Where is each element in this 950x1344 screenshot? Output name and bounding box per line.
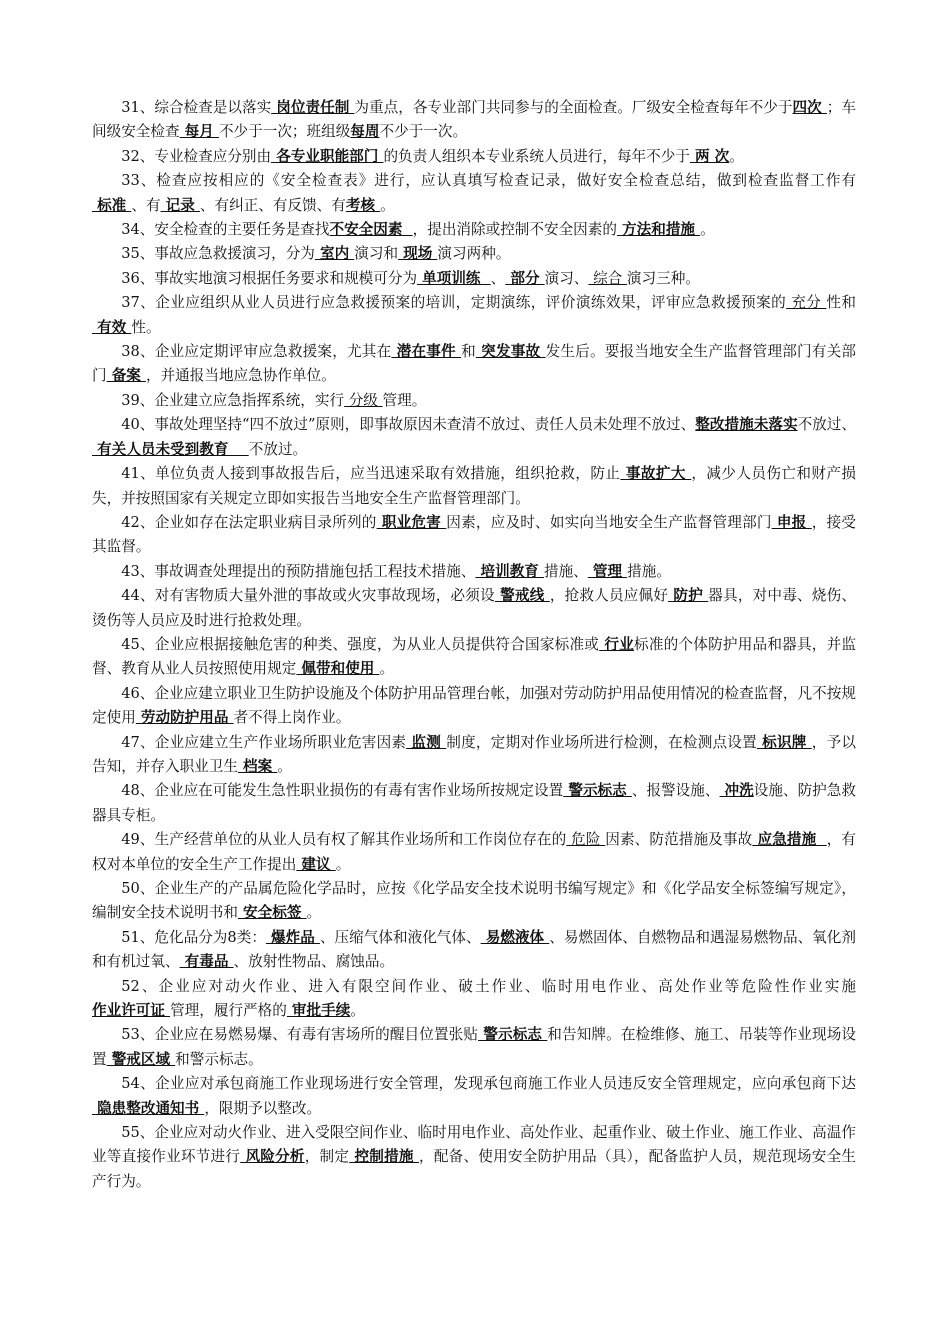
question-text: 者不得上岗作业。: [233, 709, 351, 727]
question-item: [92, 1121, 856, 1194]
question-item: [92, 218, 856, 242]
question-item: [92, 1072, 856, 1121]
answer-blank: 警戒区域: [106, 1050, 176, 1068]
question-text: ，有权对本单位的安全生产工作提出: [92, 831, 857, 873]
answer-blank: 有关人员未受到教育: [92, 440, 249, 458]
question-text: 50、企业生产的产品属危险化学品时，应按《化学品安全技术说明书编写规定》和《化学品安全标签编写规定》，编制安全技术说明书和: [92, 880, 856, 922]
answer-blank: 爆炸品: [265, 928, 320, 946]
question-text: 的负责人组织本专业系统人员进行，每年不少于: [383, 147, 690, 165]
question-item: [92, 145, 856, 169]
question-text: 制度，定期对作业场所进行检测，在检测点设置: [446, 733, 757, 751]
answer-blank: 突发事故: [475, 343, 546, 361]
answer-blank: 控制措施: [349, 1148, 420, 1166]
answer-blank: 充分: [786, 294, 827, 312]
question-text: 和警示标志。: [175, 1050, 263, 1068]
question-item: [92, 389, 856, 413]
answer-blank: 每周: [350, 123, 380, 141]
question-item: [92, 877, 856, 926]
question-text: ，限期予以整改。: [204, 1099, 322, 1117]
question-text: 标准的个体防护用品和器具，并监督、教育从业人员按照使用规定: [92, 635, 856, 678]
answer-blank: 档案: [237, 757, 278, 775]
question-text: 48、企业应在可能发生急性职业损伤的有毒有害作业场所按规定设置: [121, 782, 564, 800]
question-item: [92, 1023, 856, 1072]
question-item: [92, 828, 856, 877]
question-text: ，制定: [304, 1148, 350, 1166]
question-item: [92, 975, 856, 1024]
question-text: 措施、: [543, 562, 588, 580]
answer-blank: 有毒品: [179, 953, 234, 971]
answer-blank: 部分: [505, 269, 545, 287]
question-text: 。: [350, 1002, 365, 1020]
question-item: [92, 731, 856, 780]
answer-blank: 现场: [398, 245, 438, 263]
question-text: ，抢救人员应佩好: [549, 587, 669, 605]
answer-blank: 易燃液体: [480, 928, 550, 946]
answer-blank: 标识牌: [756, 733, 812, 751]
answer-blank: 备案: [106, 367, 146, 385]
answer-blank: 申报: [771, 513, 812, 531]
question-text: 49、生产经营单位的从业人员有权了解其作业场所和工作岗位存在的: [121, 831, 567, 849]
question-text: 性和: [826, 294, 856, 312]
question-item: [92, 560, 856, 584]
question-text: 演习三种。: [626, 269, 700, 287]
question-text: 54、企业应对承包商施工作业现场进行安全管理，发现承包商施工作业人员违反安全管理规定，应向承包商下达: [121, 1075, 856, 1093]
question-text: 37、企业应组织从业人员进行应急救援预案的培训，定期演练，评价演练效果，评审应急救援预案的: [121, 294, 787, 312]
answer-blank: 应急措施: [752, 831, 827, 849]
answer-blank: 两 次: [689, 147, 730, 165]
answer-blank: 分级: [344, 391, 383, 409]
question-text: 和: [461, 343, 476, 361]
answer-blank: 室内: [314, 245, 355, 263]
question-text: 51、危化品分为8类：: [121, 928, 266, 946]
question-text: 53、企业应在易燃易爆、有毒有害场所的醒目位置张贴: [121, 1026, 479, 1044]
answer-blank: 安全标签: [237, 904, 307, 922]
answer-blank: 管理: [587, 562, 628, 580]
question-text: 不少于一次。: [379, 123, 468, 141]
question-text: 管理。: [382, 391, 427, 409]
question-text: 、有纠正、有反馈、有: [199, 196, 346, 214]
question-item: [92, 682, 856, 731]
question-text: 52、企业应对动火作业、进入有限空间作业、破土作业、临时用电作业、高处作业等危险性作业实施: [121, 977, 856, 995]
question-item: [92, 169, 856, 218]
answer-blank: 有效: [92, 318, 132, 336]
answer-blank: 四次: [792, 99, 827, 116]
question-text: 。: [379, 660, 395, 678]
question-text: 演习、: [544, 269, 589, 287]
question-item: [92, 291, 856, 340]
question-text: 、报警设施、: [631, 782, 720, 800]
answer-blank: 考核: [345, 196, 381, 214]
answer-blank: 建议: [296, 855, 336, 873]
answer-blank: 事故扩大: [620, 465, 692, 483]
answer-blank: 危险: [566, 831, 606, 849]
answer-blank: 警示标志: [563, 782, 632, 800]
question-text: 44、对有害物质大量外泄的事故或火灾事故现场，必须设: [121, 587, 495, 605]
question-text: 为重点，各专业部门共同参与的全面检查。厂级安全检查每年不少于: [354, 99, 793, 116]
question-text: 发生后。要报当地安全生产监督管理部门有关部门: [92, 343, 856, 385]
answer-blank: 警戒线: [494, 587, 550, 605]
question-text: 管理，履行严格的: [170, 1002, 287, 1020]
question-text: 。: [380, 196, 395, 214]
question-text: 不放过、: [797, 416, 856, 434]
question-text: 47、企业应建立生产作业场所职业危害因素: [121, 733, 407, 751]
question-item: [92, 926, 856, 975]
question-item: [92, 511, 856, 560]
question-text: 39、企业建立应急指挥系统，实行: [121, 391, 345, 409]
answer-blank: 岗位责任制: [271, 99, 355, 116]
question-item: [92, 584, 856, 633]
question-text: ；车间级安全检查: [92, 99, 856, 141]
answer-blank: 隐患整改通知书: [92, 1099, 205, 1117]
answer-blank: 风险分析: [240, 1148, 305, 1166]
question-text: 因素，应及时、如实向当地安全生产监督管理部门: [446, 513, 772, 531]
question-text: 。: [306, 904, 322, 922]
answer-blank: 劳动防护用品: [135, 709, 234, 727]
answer-blank: 标准: [92, 196, 132, 214]
question-text: 33、检查应按相应的《安全检查表》进行，应认真填写检查记录，做好安全检查总结，做到检查监督工作有: [121, 172, 856, 190]
answer-blank: 审批手续: [286, 1002, 351, 1020]
answer-blank: 潜在事件: [391, 343, 462, 361]
answer-blank: 培训教育: [475, 562, 544, 580]
question-text: 46、企业应建立职业卫生防护设施及个体防护用品管理台帐，加强对劳动防护用品使用情况的检查监督，凡不按规定使用: [92, 684, 856, 727]
answer-blank: 记录: [160, 196, 200, 214]
question-text: ，减少人员伤亡和财产损失，并按照国家有关规定立即如实报告当地安全生产监督管理部门。: [92, 465, 856, 507]
answer-blank: 职业危害: [376, 513, 447, 531]
question-text: 演习两种。: [437, 245, 511, 263]
question-item: [92, 633, 856, 682]
answer-blank: 佩带和使用: [296, 660, 380, 678]
answer-blank: 方法和措施: [616, 221, 701, 239]
question-text: 、放射性物品、腐蚀品。: [233, 953, 395, 971]
question-text: 。: [729, 147, 744, 165]
question-text: 、压缩气体和液化气体、: [319, 928, 481, 946]
question-text: 器具，对中毒、烧伤、烫伤等人员应及时进行抢救处理。: [92, 587, 856, 629]
question-text: 43、事故调查处理提出的预防措施包括工程技术措施、: [121, 562, 476, 580]
question-item: [92, 242, 856, 266]
question-text: 。: [335, 855, 351, 873]
question-text: 41、单位负责人接到事故报告后，应当迅速采取有效措施，组织抢救，防止: [121, 465, 621, 483]
question-text: ，接受其监督。: [92, 513, 856, 556]
document-body: [92, 96, 856, 1194]
question-text: 42、企业如存在法定职业病目录所列的: [121, 513, 377, 531]
question-text: 、易燃固体、自燃物品和遇湿易燃物品、氧化剂和有机过氧、: [92, 928, 856, 971]
question-text: 32、专业检查应分别由: [121, 147, 272, 165]
question-text: 因素、防范措施及事故: [605, 831, 753, 849]
answer-blank: 每月: [179, 123, 219, 141]
question-text: 性。: [131, 318, 161, 336]
question-text: 和告知牌。在检维修、施工、吊装等作业现场设置: [92, 1026, 856, 1068]
question-text: 措施。: [627, 562, 671, 580]
question-item: [92, 267, 856, 291]
question-text: 34、安全检查的主要任务是查找: [121, 221, 330, 239]
question-text: 。: [277, 757, 292, 775]
answer-blank: 综合: [588, 269, 627, 287]
question-item: [92, 413, 856, 462]
question-text: 45、企业应根据接触危害的种类、强度，为从业人员提供符合国家标准或: [121, 635, 600, 653]
question-text: 38、企业应定期评审应急救援案，尤其在: [121, 343, 392, 361]
question-text: ，提出消除或控制不安全因素的: [412, 221, 617, 239]
question-text: 不放过。: [248, 440, 308, 458]
answer-blank: 行业: [599, 635, 635, 653]
question-item: [92, 340, 856, 389]
answer-blank: 警示标志: [478, 1026, 548, 1044]
answer-blank: 防护: [668, 587, 709, 605]
question-text: 35、事故应急救援演习，分为: [121, 245, 315, 263]
question-item: [92, 96, 856, 145]
question-text: ，配备、使用安全防护用品（具），配备监护人员，规范现场安全生产行为。: [92, 1148, 856, 1190]
question-text: 。: [700, 221, 715, 239]
answer-blank: 作业许可证: [92, 1002, 171, 1020]
question-text: 演习和: [354, 245, 399, 263]
question-text: 31、综合检查是以落实: [121, 99, 272, 116]
question-item: [92, 779, 856, 828]
answer-blank: 不安全因素: [329, 221, 413, 239]
answer-blank: 整改措施未落实: [695, 416, 798, 434]
question-text: 40、事故处理坚持“四不放过”原则，即事故原因未查清不放过、责任人员未处理不放过、: [121, 416, 696, 434]
question-text: ，予以告知，并存入职业卫生: [92, 733, 856, 775]
answer-blank: 冲洗: [719, 782, 754, 800]
answer-blank: 单项训练: [417, 269, 491, 287]
answer-blank: 各专业职能部门: [271, 147, 384, 165]
question-text: 、有: [131, 196, 161, 214]
question-text: 设施、防护急救器具专柜。: [92, 782, 856, 824]
question-text: 不少于一次；班组级: [218, 123, 351, 141]
question-text: 36、事故实地演习根据任务要求和规模可分为: [121, 269, 418, 287]
question-text: 、: [490, 269, 506, 287]
answer-blank: 监测: [406, 733, 447, 751]
question-text: 55、企业应对动火作业、进入受限空间作业、临时用电作业、高处作业、起重作业、破土作业、施工作业、高温作业等直接作业环节进行: [92, 1124, 856, 1166]
question-item: [92, 462, 856, 511]
question-text: ，并通报当地应急协作单位。: [145, 367, 336, 385]
